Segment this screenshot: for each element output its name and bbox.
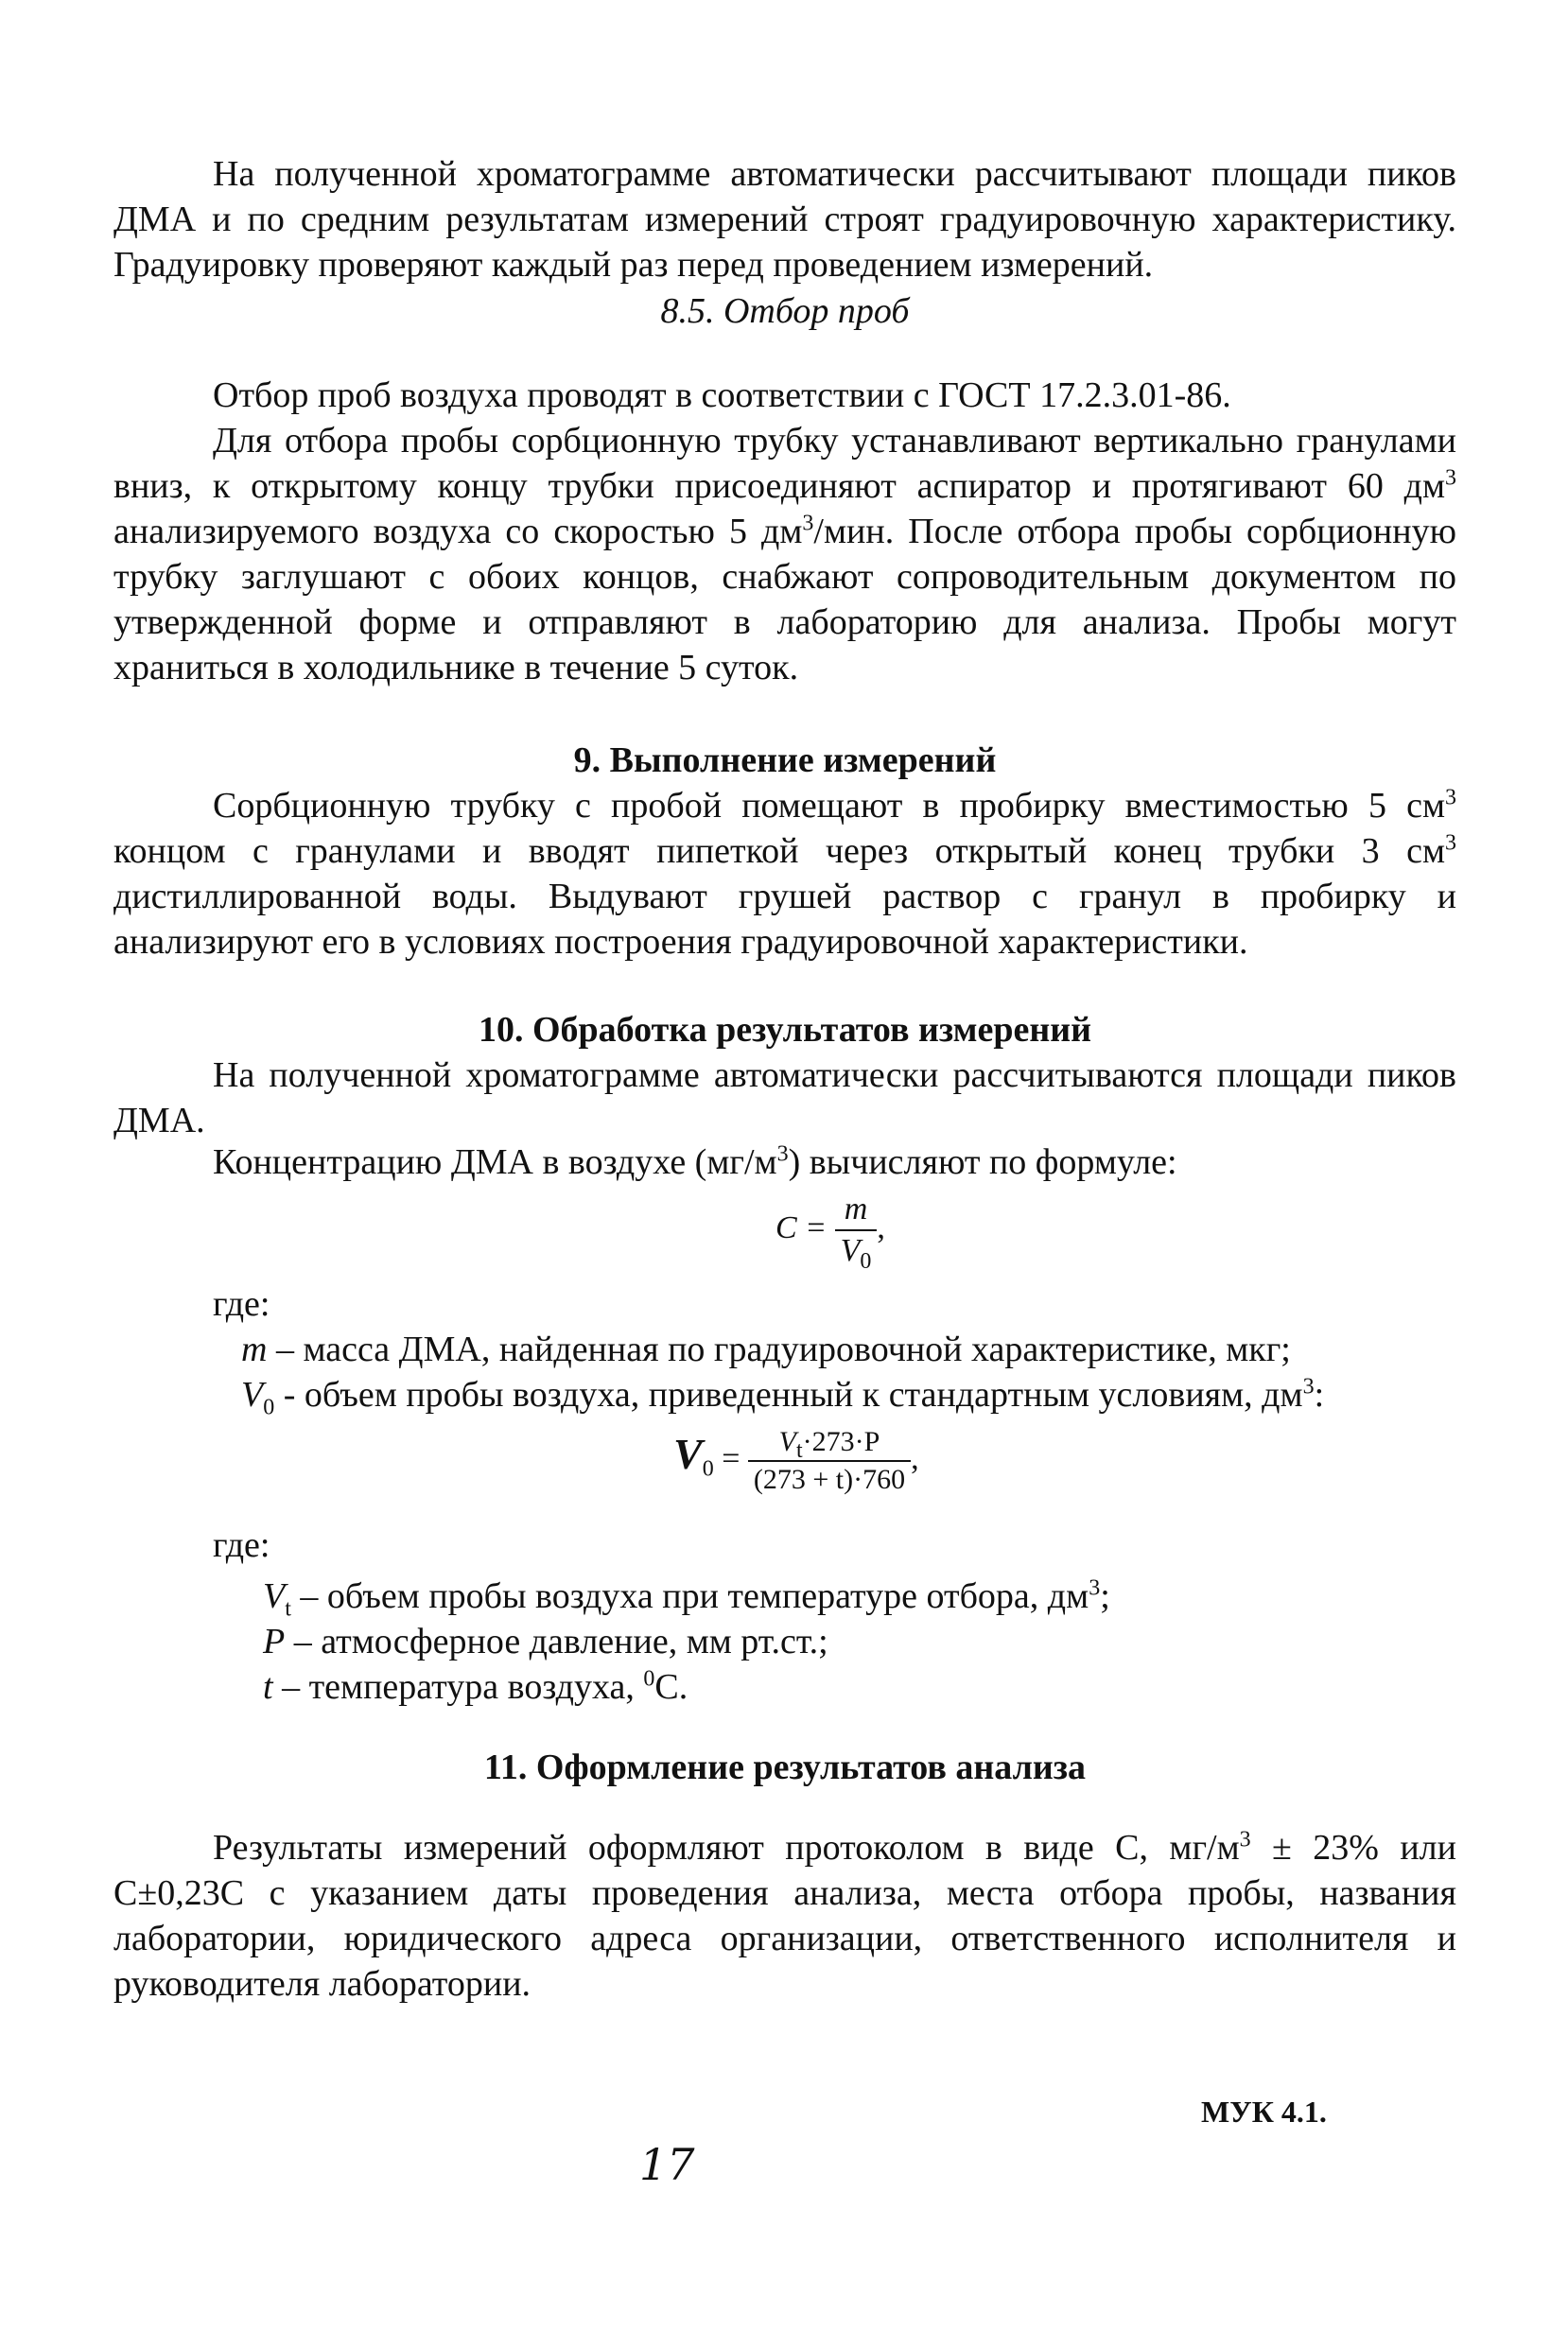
where-label-1: где: bbox=[213, 1284, 270, 1324]
definition-t: t – температура воздуха, $^0$C. bbox=[263, 1666, 688, 1707]
formula-standard-volume: $V_0$ = $\frac{V_t\cdot 273\cdot P}{(273 + t)\cdot 760}$ , bbox=[673, 1426, 919, 1495]
definition-m: m – масса ДМА, найденная по градуировочной характеристике, мкг; bbox=[241, 1330, 1291, 1369]
section-9-paragraph: Сорбционную трубку с пробой помещают в пробирку вместимостью 5 $см^3$ концом с гранулами и вводят пипеткой через открытый конец трубки 3 $см^3$ дистиллированной воды. Выдувают грушей раствор с гранул в пробирку и анализируют его в условиях построения градуировочной характеристики. bbox=[113, 785, 1456, 962]
section-10-paragraph-2: Концентрацию ДМА в воздухе $(мг/м^3)$ вычисляют по формуле: bbox=[213, 1141, 1177, 1182]
section-11-paragraph: Результаты измерений оформляют протоколом в виде С, $мг/м^3 \pm 23\%$ или С±0,23С с указанием даты проведения анализа, места отбора пробы, названия лаборатории, юридического адреса организации, ответственного исполнителя и руководителя лаборатории. bbox=[113, 1827, 1456, 2004]
page-number: 17 bbox=[639, 2139, 695, 2190]
formula-concentration: C = $\frac{m}{V_0}$ , bbox=[775, 1191, 885, 1274]
definition-vt: $V_t$ – объем пробы воздуха при температуре отбора, $дм^3$; bbox=[263, 1575, 1110, 1622]
section-8-5-heading: 8.5. Отбор проб bbox=[660, 291, 910, 331]
definition-p: P – атмосферное давление, мм рт.ст.; bbox=[263, 1622, 828, 1661]
section-11-heading: 11. Оформление результатов анализа bbox=[483, 1748, 1087, 1787]
document-code: МУК 4.1. bbox=[1201, 2095, 1327, 2129]
section-10-paragraph-1: На полученной хроматограмме автоматически рассчитываются площади пиков ДМА. bbox=[113, 1055, 1456, 1140]
intro-paragraph: На полученной хроматограмме автоматически рассчитывают площади пиков ДМА и по средним результатам измерений строят градуировочную характеристику. Градуировку проверяют каждый раз перед проведением измерений. bbox=[113, 154, 1456, 285]
where-label-2: где: bbox=[213, 1525, 270, 1565]
sampling-paragraph-2: Для отбора пробы сорбционную трубку устанавливают вертикально гранулами вниз, к открытому концу трубки присоединяют аспиратор и протягивают 60 $дм^3$ анализируемого воздуха со скоростью 5 $дм^3$/мин. После отбора пробы сорбционную трубку заглушают с обоих концов, снабжают сопроводительным документом по утвержденной форме и отправляют в лабораторию для анализа. Пробы могут храниться в холодильнике в течение 5 суток. bbox=[113, 421, 1456, 687]
section-10-heading: 10. Обработка результатов измерений bbox=[478, 1010, 1092, 1050]
definition-v0: $V_0$ - объем пробы воздуха, приведенный к стандартным условиям, $дм^3$: bbox=[241, 1374, 1325, 1420]
section-9-heading: 9. Выполнение измерений bbox=[573, 740, 997, 780]
sampling-paragraph-1: Отбор проб воздуха проводят в соответствии с ГОСТ 17.2.3.01-86. bbox=[213, 375, 1231, 415]
